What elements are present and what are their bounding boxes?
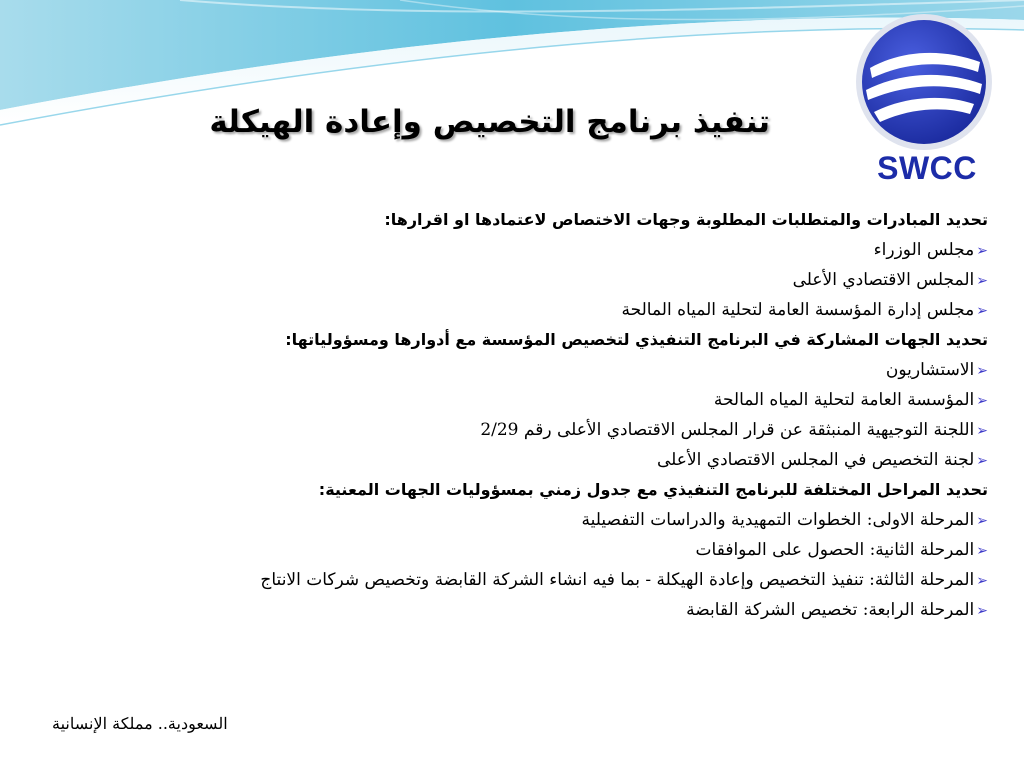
arrow-bullet-icon: ➢	[976, 513, 988, 529]
arrow-bullet-icon: ➢	[976, 603, 988, 619]
list-item	[28, 295, 988, 325]
list-item	[28, 445, 988, 475]
list-item	[28, 565, 988, 595]
list-item-text: مجلس الوزراء	[873, 240, 975, 260]
list-item-text: المرحلة الثانية: الحصول على الموافقات	[695, 540, 975, 560]
list-item-text: لجنة التخصيص في المجلس الاقتصادي الأعلى	[657, 450, 975, 470]
slide-title: تنفيذ برنامج التخصيص وإعادة الهيكلة	[209, 104, 770, 140]
list-item	[28, 415, 988, 445]
arrow-bullet-icon: ➢	[976, 363, 988, 379]
section-heading: تحديد المبادرات والمتطلبات المطلوبة وجهات الاختصاص لاعتمادها او اقرارها:	[384, 210, 988, 229]
logo-text: SWCC	[877, 150, 977, 186]
section-heading: تحديد المراحل المختلفة للبرنامج التنفيذي مع جدول زمني بمسؤوليات الجهات المعنية:	[318, 480, 988, 499]
list-item	[28, 265, 988, 295]
list-item	[28, 535, 988, 565]
list-item-text: اللجنة التوجيهية المنبثقة عن قرار المجلس الاقتصادي الأعلى رقم 2/29	[480, 420, 975, 440]
content-area	[28, 205, 988, 625]
list-item	[28, 355, 988, 385]
list-item-text: الاستشاريون	[885, 360, 975, 380]
arrow-bullet-icon: ➢	[976, 303, 988, 319]
list-item	[28, 595, 988, 625]
swcc-logo-icon	[852, 10, 996, 154]
arrow-bullet-icon: ➢	[976, 573, 988, 589]
arrow-bullet-icon: ➢	[976, 243, 988, 259]
arrow-bullet-icon: ➢	[976, 393, 988, 409]
list-item	[28, 385, 988, 415]
list-item-text: المجلس الاقتصادي الأعلى	[792, 270, 975, 290]
list-item	[28, 505, 988, 535]
section-heading: تحديد الجهات المشاركة في البرنامج التنفيذي لتخصيص المؤسسة مع أدوارها ومسؤولياتها:	[285, 330, 988, 349]
footer-slogan: السعودية.. مملكة الإنسانية	[52, 714, 228, 733]
list-item-text: المرحلة الرابعة: تخصيص الشركة القابضة	[686, 600, 975, 620]
arrow-bullet-icon: ➢	[976, 273, 988, 289]
list-item	[28, 235, 988, 265]
list-item-text: مجلس إدارة المؤسسة العامة لتحلية المياه المالحة	[621, 300, 975, 320]
list-item-text: المرحلة الثالثة: تنفيذ التخصيص وإعادة الهيكلة - بما فيه انشاء الشركة القابضة وتخصيص شركات الانتاج	[260, 570, 975, 590]
arrow-bullet-icon: ➢	[976, 543, 988, 559]
arrow-bullet-icon: ➢	[976, 453, 988, 469]
list-item-text: المرحلة الاولى: الخطوات التمهيدية والدراسات التفصيلية	[581, 510, 975, 530]
list-item-text: المؤسسة العامة لتحلية المياه المالحة	[713, 390, 975, 410]
arrow-bullet-icon: ➢	[976, 423, 988, 439]
